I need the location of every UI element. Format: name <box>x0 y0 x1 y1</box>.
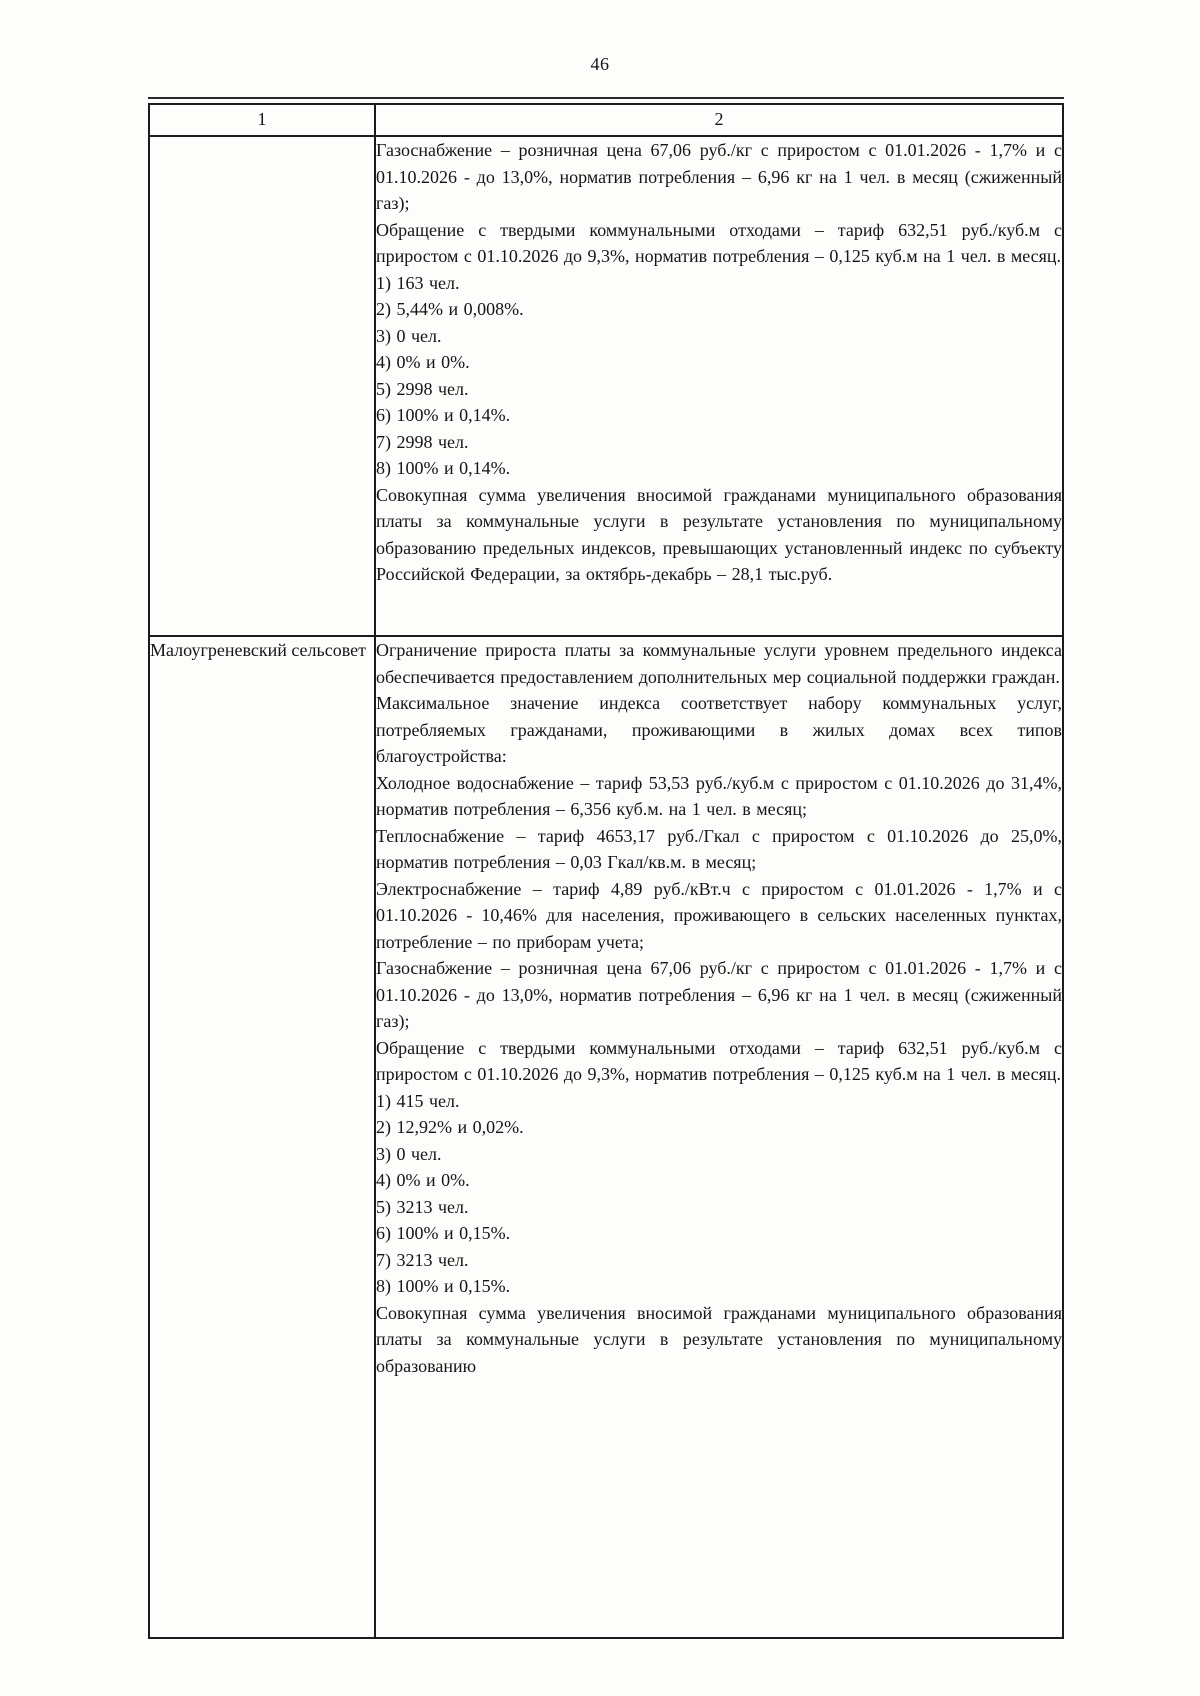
table-row <box>149 136 1063 636</box>
paragraph: 7) 3213 чел. <box>376 1249 469 1270</box>
paragraph: Обращение с твердыми коммунальными отходами – тариф 632,51 руб./куб.м с приростом с 01.10.2026 до 9,3%, норматив потребления – 0,125 куб.м на 1 чел. в месяц. <box>376 219 1062 266</box>
paragraph: 8) 100% и 0,14%. <box>376 458 511 478</box>
paragraph: Обращение с твердыми коммунальными отходами – тариф 632,51 руб./куб.м с приростом с 01.10.2026 до 9,3%, норматив потребления – 0,125 куб.м на 1 чел. в месяц. <box>376 1037 1062 1084</box>
paragraph: Газоснабжение – розничная цена 67,06 руб./кг с приростом с 01.01.2026 - 1,7% и с 01.10.2026 - до 13,0%, норматив потребления – 6,96 кг на 1 чел. в месяц (сжиженный газ); <box>376 140 1062 213</box>
table-header-row <box>149 104 1063 136</box>
table-top-rule <box>148 97 1064 99</box>
paragraph: 5) 2998 чел. <box>376 378 469 399</box>
municipality-cell: Малоугреневский сельсовет <box>149 636 375 1638</box>
paragraph: 6) 100% и 0,14%. <box>376 405 511 425</box>
paragraph: 2) 5,44% и 0,008%. <box>376 299 524 319</box>
utilities-index-table <box>148 103 1064 1639</box>
paragraph: Электроснабжение – тариф 4,89 руб./кВт.ч с приростом с 01.01.2026 - 1,7% и с 01.10.2026 - 10,46% для населения, проживающего в сельских населенных пунктах, потребление – по приборам учета; <box>376 878 1062 952</box>
paragraph: 4) 0% и 0%. <box>376 1170 470 1190</box>
paragraph: 1) 163 чел. <box>376 272 460 293</box>
paragraph: 8) 100% и 0,15%. <box>376 1276 511 1296</box>
paragraph: 3) 0 чел. <box>376 1143 442 1164</box>
column-header-1: 1 <box>149 104 375 136</box>
paragraph: Теплоснабжение – тариф 4653,17 руб./Гкал с приростом с 01.10.2026 до 25,0%, норматив потребления – 0,03 Гкал/кв.м. в месяц; <box>376 825 1062 872</box>
paragraph: Газоснабжение – розничная цена 67,06 руб./кг с приростом с 01.01.2026 - 1,7% и с 01.10.2026 - до 13,0%, норматив потребления – 6,96 кг на 1 чел. в месяц (сжиженный газ); <box>376 958 1062 1031</box>
paragraph: 4) 0% и 0%. <box>376 352 470 372</box>
paragraph: Совокупная сумма увеличения вносимой гражданами муниципального образования платы за коммунальные услуги в результате установления по муниципальному образованию предельных индексов, превышающих установленный индекс по субъекту Российской Федерации, за октябрь-декабрь – 28,1 тыс.руб. <box>376 484 1062 584</box>
paragraph: 1) 415 чел. <box>376 1090 460 1111</box>
municipality-cell <box>149 136 375 636</box>
content-cell <box>375 136 1063 636</box>
table-row <box>149 636 1063 1638</box>
column-header-2: 2 <box>375 104 1063 136</box>
paragraph: Ограничение прироста платы за коммунальные услуги уровнем предельного индекса обеспечивается предоставлением дополнительных мер социальной поддержки граждан. <box>376 640 1062 687</box>
paragraph: 2) 12,92% и 0,02%. <box>376 1117 524 1137</box>
paragraph: Максимальное значение индекса соответствует набору коммунальных услуг, потребляемых гражданами, проживающими в жилых домах всех типов благоустройства: <box>376 693 1062 766</box>
page-number: 46 <box>590 54 610 74</box>
paragraph: Совокупная сумма увеличения вносимой гражданами муниципального образования платы за коммунальные услуги в результате установления по муниципальному образованию <box>376 1302 1062 1376</box>
paragraph: 6) 100% и 0,15%. <box>376 1223 511 1243</box>
paragraph: Холодное водоснабжение – тариф 53,53 руб./куб.м с приростом с 01.10.2026 до 31,4%, норматив потребления – 6,356 куб.м. на 1 чел. в месяц; <box>376 772 1062 819</box>
paragraph: 5) 3213 чел. <box>376 1196 469 1217</box>
content-cell <box>375 636 1063 1638</box>
paragraph: 7) 2998 чел. <box>376 431 469 452</box>
paragraph: 3) 0 чел. <box>376 325 442 346</box>
